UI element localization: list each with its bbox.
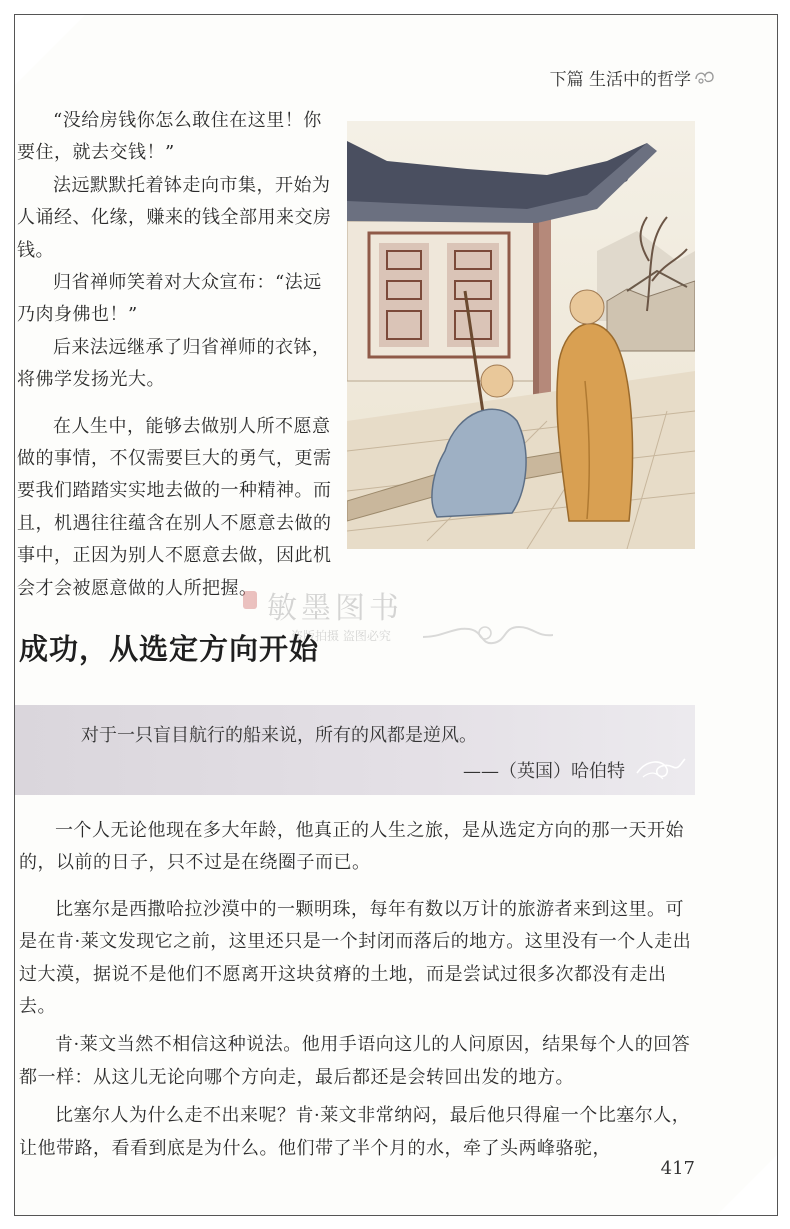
story-paragraph: 法远默默托着钵走向市集，开始为人诵经、化缘，赚来的钱全部用来交房钱。	[17, 174, 332, 261]
body-paragraph: 比塞尔人为什么走不出来呢？肯·莱文非常纳闷，最后他只得雇一个比塞尔人，让他带路，看看到底是为什么。他们带了半个月的水，牵了头两峰骆驼，	[19, 1105, 691, 1159]
book-page	[14, 14, 778, 1216]
story-paragraph: “没给房钱你怎么敢住在这里！你要住，就去交钱！”	[17, 110, 322, 164]
story-paragraph: 后来法远继承了归省禅师的衣钵，将佛学发扬光大。	[17, 336, 331, 391]
page-number: 417	[660, 1158, 695, 1179]
watermark-subtext: 盗版拍摄 盗图必究	[291, 629, 391, 643]
story-text	[17, 105, 333, 605]
cloud-ornament-icon	[423, 619, 553, 649]
watermark-brand: 敏墨图书	[267, 591, 403, 626]
story-paragraph: 在人生中，能够去做别人所不愿意做的事情，不仅需要巨大的勇气，更需要我们踏踏实实地去做的一种精神。而且，机遇往往蕴含在别人不愿意去做的事中，正因为别人不愿意去做，因此机会才会被愿意做的人所把握。	[17, 415, 332, 599]
body-text	[19, 815, 695, 1165]
body-paragraph: 肯·莱文当然不相信这种说法。他用手语向这儿的人问原因，结果每个人的回答都一样：从这儿无论向哪个方向走，最后都还是会转回出发的地方。	[19, 1034, 691, 1088]
monk-temple-illustration	[347, 121, 695, 549]
epigraph-attribution: ——（英国）哈伯特	[463, 761, 625, 782]
epigraph-box	[15, 705, 695, 795]
story-paragraph: 归省禅师笑着对大众宣布：“法远乃肉身佛也！”	[17, 272, 322, 326]
section-title: 成功，从选定方向开始	[19, 632, 320, 666]
seal-icon	[243, 591, 257, 609]
epigraph-quote: 对于一只盲目航行的船来说，所有的风都是逆风。	[81, 725, 477, 746]
body-paragraph: 比塞尔是西撒哈拉沙漠中的一颗明珠，每年有数以万计的旅游者来到这里。可是在肯·莱文发现它之前，这里还只是一个封闭而落后的地方。这里没有一个人走出过大漠，据说不是他们不愿离开这块贫瘠的土地，而是尝试过很多次都没有走出去。	[19, 898, 692, 1018]
swirl-ornament-icon	[633, 749, 687, 783]
cloud-ornament-icon	[693, 65, 717, 87]
body-paragraph: 一个人无论他现在多大年龄，他真正的人生之旅，是从选定方向的那一天开始的，以前的日子，只不过是在绕圈子而已。	[19, 820, 684, 874]
page-curl-bottom-right	[717, 1155, 777, 1215]
page-curl-top-left	[15, 15, 85, 85]
running-head: 下篇 生活中的哲学	[549, 70, 691, 90]
